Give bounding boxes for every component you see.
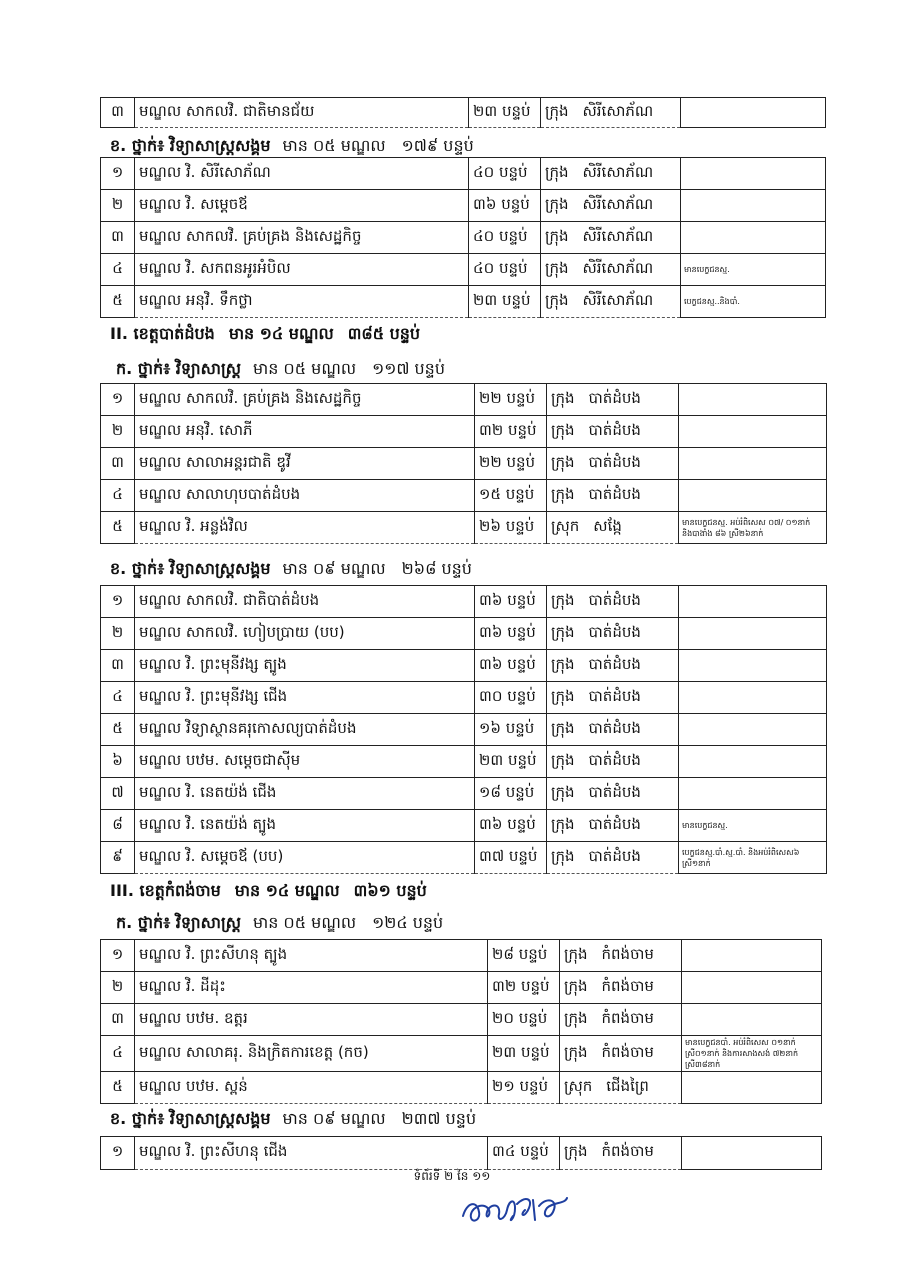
location-type: ក្រុង (545, 101, 569, 120)
room-count: ១៦ បន្ទប់ (475, 714, 547, 746)
center-name: មណ្ឌល វិ. សម្តេចឪ (បប) (135, 842, 475, 874)
table-row (101, 254, 826, 286)
center-name: មណ្ឌល សាកលវិ. ហៀបប្រាយ (បប) (135, 618, 475, 650)
location-type: ក្រុង (545, 226, 569, 245)
location-place: បាត់ដំបង (588, 814, 641, 833)
note-cell (679, 650, 827, 682)
location-type: ក្រុង (564, 944, 588, 963)
table-row (101, 650, 827, 682)
category-heading (110, 558, 472, 582)
room-count: ២៨ បន្ទប់ (488, 940, 560, 972)
room-count: ៣៤ បន្ទប់ (488, 1137, 560, 1170)
note-cell (679, 682, 827, 714)
location-place: កំពង់ចាម (601, 1042, 654, 1061)
location-cell (547, 512, 679, 544)
location-type: ក្រុង (551, 782, 575, 801)
row-number: ៤ (101, 480, 135, 512)
room-count: ៣៦ បន្ទប់ (475, 618, 547, 650)
category-count: មាន ០៥ មណ្ឌល (252, 359, 357, 378)
row-number: ៤ (101, 682, 135, 714)
room-count: ៣៧ បន្ទប់ (475, 842, 547, 874)
category-count: មាន ០៩ មណ្ឌល (282, 1109, 386, 1128)
room-count: ២៣ បន្ទប់ (488, 1036, 560, 1072)
note-cell (682, 1004, 822, 1036)
row-number: ៣ (101, 98, 135, 128)
room-count: ៣៦ បន្ទប់ (475, 586, 547, 618)
province-label: II. ខេត្តបាត់ដំបង (110, 324, 215, 343)
location-cell (560, 1036, 682, 1072)
note-cell (681, 158, 826, 190)
row-number: ១ (101, 158, 135, 190)
location-type: ក្រុង (551, 846, 575, 865)
center-name: មណ្ឌល វិ. ព្រះមុនីវង្ស ជើង (135, 682, 475, 714)
location-cell (560, 1137, 682, 1170)
location-place: សិរីសោភ័ណ (582, 194, 654, 213)
center-name: មណ្ឌល វិ. ព្រះសីហនុ ជើង (135, 1137, 488, 1170)
location-place: បាត់ដំបង (588, 484, 641, 503)
center-name: មណ្ឌល សាលាគរុ. និងក្រិតការខេត្ត (កច) (135, 1036, 488, 1072)
note-cell (682, 972, 822, 1004)
row-number: ២ (101, 190, 135, 222)
location-type: ក្រុង (551, 484, 575, 503)
center-name: មណ្ឌល សាកលវិ. ជាតិមានជ័យ (135, 98, 469, 128)
category-label: ខ. ថ្នាក់៖ វិទ្យាសាស្ត្រសង្គម (110, 136, 271, 155)
note-cell (682, 1072, 822, 1104)
row-number: ៣ (101, 650, 135, 682)
note-cell (679, 618, 827, 650)
location-type: ក្រុង (564, 1008, 588, 1027)
category-heading (116, 358, 445, 382)
table-row (101, 384, 827, 416)
table-row (101, 682, 827, 714)
room-count: ៤០ បន្ទប់ (469, 158, 541, 190)
table-row (101, 448, 827, 480)
location-cell (541, 254, 681, 286)
note-cell: មានបេក្ខជនស្ម. អប់រំពិសេស ០៧/ ០១នាក់ និងបាងាំង ៨៦ ស្រី២៦នាក់ (679, 512, 827, 544)
center-name: មណ្ឌល បឋម. សម្តេចជាស៊ីម (135, 746, 475, 778)
location-cell (547, 448, 679, 480)
category-label: ខ. ថ្នាក់៖ វិទ្យាសាស្ត្រសង្គម (110, 1109, 271, 1128)
center-table (100, 585, 827, 874)
center-name: មណ្ឌល វិ. នេតយ៉ង់ ត្បូង (135, 810, 475, 842)
note-cell (681, 190, 826, 222)
location-cell (547, 586, 679, 618)
location-place: បាត់ដំបង (588, 590, 641, 609)
table-row (101, 98, 826, 128)
room-count: ១៨ បន្ទប់ (475, 778, 547, 810)
row-number: ១ (101, 940, 135, 972)
center-name: មណ្ឌល វិ. នេតយ៉ង់ ជើង (135, 778, 475, 810)
center-name: មណ្ឌល វិទ្យាស្ថានគរុកោសល្យបាត់ដំបង (135, 714, 475, 746)
center-name: មណ្ឌល វិ. សម្តេចឪ (135, 190, 469, 222)
center-table (100, 939, 822, 1104)
location-place: កំពង់ចាម (601, 1008, 654, 1027)
table-row (101, 1137, 822, 1170)
room-count: ២៣ បន្ទប់ (469, 98, 541, 128)
location-place: សិរីសោភ័ណ (582, 290, 654, 309)
table-row (101, 190, 826, 222)
row-number: ៣ (101, 448, 135, 480)
location-cell (541, 190, 681, 222)
row-number: ២ (101, 416, 135, 448)
location-type: ក្រុង (564, 1142, 588, 1160)
location-type: ក្រុង (545, 194, 569, 213)
note-cell (679, 714, 827, 746)
table-row (101, 746, 827, 778)
row-number: ១ (101, 1137, 135, 1170)
note-cell (679, 416, 827, 448)
category-count: មាន ០៥ មណ្ឌល (252, 913, 357, 932)
table-row (101, 222, 826, 254)
center-name: មណ្ឌល សាកលវិ. គ្រប់គ្រង និងសេដ្ឋកិច្ច (135, 384, 475, 416)
province-count: មាន ១៤ មណ្ឌល (234, 881, 340, 900)
center-table (100, 157, 826, 318)
note-cell: មានបេក្ខជនបាំ. អប់រំពិសេស ០១នាក់ ស្រី០១នាក់ និងការសាងសង់ ៧២នាក់ ស្រី៣៨នាក់ (682, 1036, 822, 1072)
row-number: ២ (101, 972, 135, 1004)
province-rooms: ៣៦១ បន្ទប់ (353, 881, 427, 900)
location-type: ក្រុង (551, 750, 575, 769)
location-type: ក្រុង (564, 1042, 588, 1061)
row-number: ៥ (101, 714, 135, 746)
row-number: ៧ (101, 778, 135, 810)
location-type: ក្រុង (551, 814, 575, 833)
table-row (101, 810, 827, 842)
center-name: មណ្ឌល សាកលវិ. ជាតិបាត់ដំបង (135, 586, 475, 618)
table-row (101, 1072, 822, 1104)
note-cell (679, 448, 827, 480)
note-cell (679, 480, 827, 512)
table-row (101, 416, 827, 448)
location-type: ស្រុក (564, 1076, 593, 1095)
row-number: ៣ (101, 1004, 135, 1036)
room-count: ២០ បន្ទប់ (488, 1004, 560, 1036)
room-count: ២៣ បន្ទប់ (475, 746, 547, 778)
category-label: ខ. ថ្នាក់៖ វិទ្យាសាស្ត្រសង្គម (110, 559, 271, 578)
category-count: មាន ០៥ មណ្ឌល (282, 136, 386, 155)
category-rooms: ១១៧ បន្ទប់ (372, 359, 445, 378)
table-row (101, 586, 827, 618)
center-table (100, 383, 827, 544)
center-name: មណ្ឌល បឋម. ឧត្តរ (135, 1004, 488, 1036)
center-name: មណ្ឌល វិ. អន្លង់វិល (135, 512, 475, 544)
location-type: ក្រុង (564, 976, 588, 995)
note-cell (679, 778, 827, 810)
note-cell (681, 222, 826, 254)
location-type: ក្រុង (551, 590, 575, 609)
location-cell (541, 158, 681, 190)
location-cell (547, 714, 679, 746)
location-place: សិរីសោភ័ណ (582, 226, 654, 245)
table-row (101, 158, 826, 190)
room-count: ៣៦ បន្ទប់ (475, 650, 547, 682)
room-count: ៣០ បន្ទប់ (475, 682, 547, 714)
center-name: មណ្ឌល អនុវិ. ទឹកថ្លា (135, 286, 469, 318)
location-cell (547, 618, 679, 650)
center-table (100, 1136, 822, 1170)
location-type: ក្រុង (551, 420, 575, 439)
location-type: ក្រុង (551, 622, 575, 641)
category-heading (110, 135, 474, 159)
location-cell (560, 972, 682, 1004)
page-number: ទំព័រទី ២ នៃ ១១ (413, 1169, 491, 1183)
location-type: ក្រុង (551, 452, 575, 471)
location-cell (547, 778, 679, 810)
row-number: ៤ (101, 1036, 135, 1072)
location-place: សិរីសោភ័ណ (582, 101, 654, 120)
row-number: ១ (101, 384, 135, 416)
room-count: ៣២ បន្ទប់ (475, 416, 547, 448)
center-name: មណ្ឌល វិ. ព្រះមុនីវង្ស ត្បូង (135, 650, 475, 682)
location-place: សិរីសោភ័ណ (582, 162, 654, 181)
location-cell (547, 746, 679, 778)
note-cell: បេក្ខជនស្ម..និងបាំ. (681, 286, 826, 318)
location-cell (547, 682, 679, 714)
room-count: ២១ បន្ទប់ (488, 1072, 560, 1104)
table-row (101, 972, 822, 1004)
location-place: សិរីសោភ័ណ (582, 258, 654, 277)
table-row (101, 940, 822, 972)
row-number: ៤ (101, 254, 135, 286)
category-count: មាន ០៩ មណ្ឌល (282, 559, 386, 578)
location-type: ក្រុង (545, 258, 569, 277)
location-cell (547, 650, 679, 682)
location-place: បាត់ដំបង (588, 846, 641, 865)
location-cell (547, 416, 679, 448)
category-label: ក. ថ្នាក់៖ វិទ្យាសាស្ត្រ (116, 359, 241, 378)
center-name: មណ្ឌល វិ. ដីដុះ (135, 972, 488, 1004)
note-cell: បេក្ខជនស្ម.បាំ.ស្ម.បាំ. និងអប់រំពិសេស៦ ស្រី១នាក់ (679, 842, 827, 874)
room-count: ៣២ បន្ទប់ (488, 972, 560, 1004)
category-heading (110, 1108, 476, 1132)
location-cell (560, 1004, 682, 1036)
location-place: កំពង់ចាម (601, 1142, 654, 1160)
room-count: ៤០ បន្ទប់ (469, 254, 541, 286)
location-cell (547, 384, 679, 416)
table-row (101, 286, 826, 318)
location-place: បាត់ដំបង (588, 420, 641, 439)
room-count: ២៣ បន្ទប់ (469, 286, 541, 318)
row-number: ៥ (101, 512, 135, 544)
table-row (101, 480, 827, 512)
location-type: ក្រុង (551, 718, 575, 737)
note-cell: មានបេក្ខជនស្ម. (679, 810, 827, 842)
room-count: ១៥ បន្ទប់ (475, 480, 547, 512)
category-rooms: ២៦៨ បន្ទប់ (401, 559, 472, 578)
handwritten-signature (455, 1186, 575, 1236)
location-place: សង្កែ (593, 516, 622, 535)
location-place: ជើងព្រៃ (606, 1076, 649, 1095)
location-place: បាត់ដំបង (588, 622, 641, 641)
location-cell (541, 222, 681, 254)
location-place: កំពង់ចាម (601, 944, 654, 963)
location-place: បាត់ដំបង (588, 750, 641, 769)
table-row (101, 1004, 822, 1036)
note-cell (681, 98, 826, 128)
province-label: III. ខេត្តកំពង់ចាម (110, 881, 221, 900)
note-cell (679, 586, 827, 618)
note-cell (679, 384, 827, 416)
center-name: មណ្ឌល សាលាអន្តរជាតិ ឌូវី (135, 448, 475, 480)
note-cell (682, 940, 822, 972)
table-row (101, 1036, 822, 1072)
table-row (101, 618, 827, 650)
location-type: ក្រុង (551, 686, 575, 705)
location-cell (560, 1072, 682, 1104)
category-rooms: ១៧៩ បន្ទប់ (401, 136, 474, 155)
location-cell (547, 480, 679, 512)
location-type: ក្រុង (545, 162, 569, 181)
row-number: ៦ (101, 746, 135, 778)
room-count: ២២ បន្ទប់ (475, 448, 547, 480)
room-count: ២២ បន្ទប់ (475, 384, 547, 416)
center-name: មណ្ឌល បឋម. ស្ពន់ (135, 1072, 488, 1104)
room-count: ២៦ បន្ទប់ (475, 512, 547, 544)
room-count: ៤០ បន្ទប់ (469, 222, 541, 254)
location-cell (541, 98, 681, 128)
location-type: ស្រុក (551, 516, 580, 535)
center-name: មណ្ឌល វិ. សិរីសោភ័ណ (135, 158, 469, 190)
location-type: ក្រុង (551, 654, 575, 673)
province-count: មាន ១៤ មណ្ឌល (228, 324, 334, 343)
center-name: មណ្ឌល អនុវិ. សោភី (135, 416, 475, 448)
center-table (100, 97, 826, 128)
center-name: មណ្ឌល សាកលវិ. គ្រប់គ្រង និងសេដ្ឋកិច្ច (135, 222, 469, 254)
row-number: ៨ (101, 810, 135, 842)
category-rooms: ១២៤ បន្ទប់ (372, 913, 444, 932)
province-heading (110, 880, 441, 904)
room-count: ៣៦ បន្ទប់ (475, 810, 547, 842)
table-row (101, 512, 827, 544)
location-place: បាត់ដំបង (588, 452, 641, 471)
table-row (101, 778, 827, 810)
table-row (101, 714, 827, 746)
note-cell (682, 1137, 822, 1170)
location-cell (547, 842, 679, 874)
center-name: មណ្ឌល វិ. សកពនអូរអំបិល (135, 254, 469, 286)
location-cell (547, 810, 679, 842)
table-row (101, 842, 827, 874)
province-rooms: ៣៨៥ បន្ទប់ (347, 324, 421, 343)
row-number: ២ (101, 618, 135, 650)
location-type: ក្រុង (551, 388, 575, 407)
row-number: ១ (101, 586, 135, 618)
location-type: ក្រុង (545, 290, 569, 309)
location-place: បាត់ដំបង (588, 388, 641, 407)
category-heading (116, 912, 443, 936)
note-cell: មានបេក្ខជនស្ម. (681, 254, 826, 286)
location-cell (541, 286, 681, 318)
location-cell (560, 940, 682, 972)
location-place: បាត់ដំបង (588, 718, 641, 737)
row-number: ៩ (101, 842, 135, 874)
note-cell (679, 746, 827, 778)
center-name: មណ្ឌល វិ. ព្រះសីហនុ ត្បូង (135, 940, 488, 972)
location-place: កំពង់ចាម (601, 976, 654, 995)
location-place: បាត់ដំបង (588, 654, 641, 673)
province-heading (110, 323, 434, 347)
location-place: បាត់ដំបង (588, 782, 641, 801)
location-place: បាត់ដំបង (588, 686, 641, 705)
room-count: ៣៦ បន្ទប់ (469, 190, 541, 222)
row-number: ៣ (101, 222, 135, 254)
category-rooms: ២៣៧ បន្ទប់ (401, 1109, 477, 1128)
category-label: ក. ថ្នាក់៖ វិទ្យាសាស្ត្រ (116, 913, 241, 932)
center-name: មណ្ឌល សាលាហុបបាត់ដំបង (135, 480, 475, 512)
row-number: ៥ (101, 286, 135, 318)
row-number: ៥ (101, 1072, 135, 1104)
